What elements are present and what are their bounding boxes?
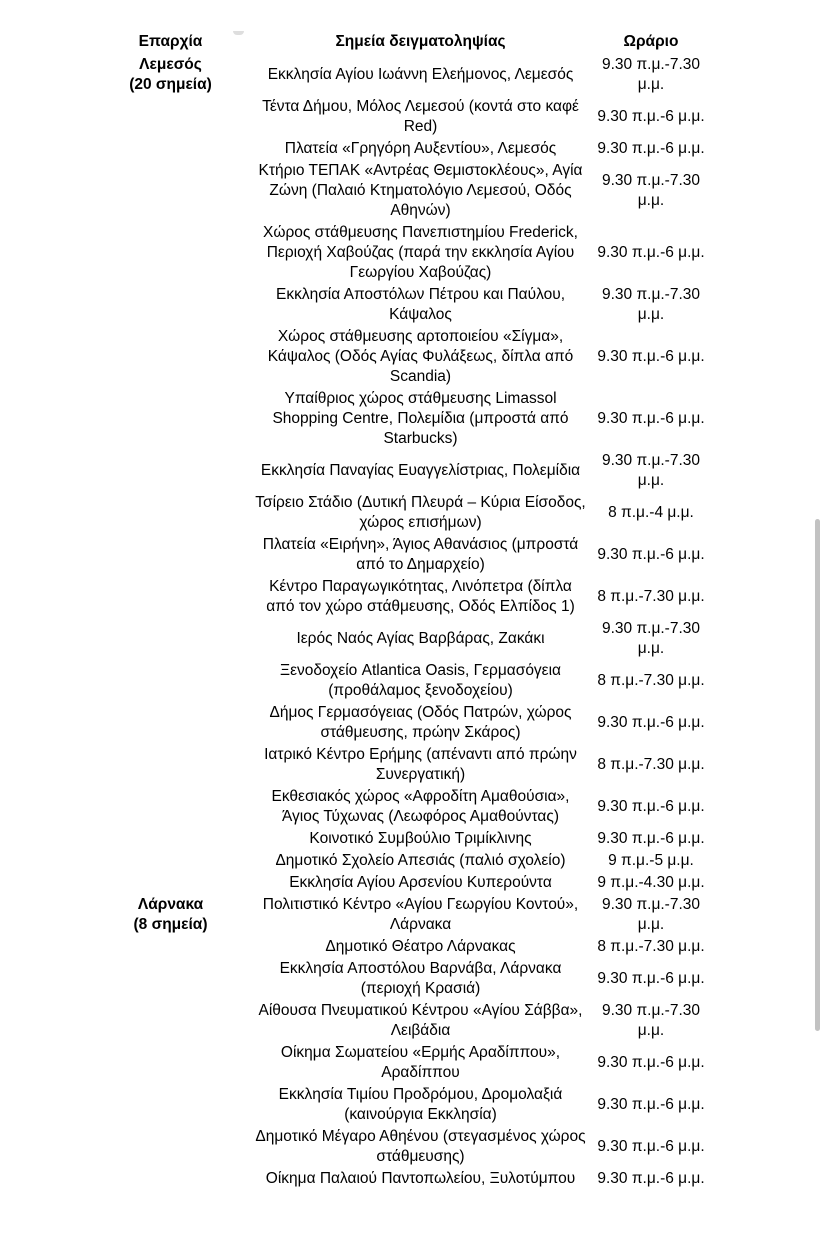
hours-cell: 9.30 π.μ.-6 μ.μ.	[597, 714, 705, 731]
hours-cell: 9 π.μ.-4.30 μ.μ.	[597, 874, 705, 891]
hours-cell: 9.30 π.μ.-6 μ.μ.	[597, 546, 705, 563]
sampling-points-table	[88, 31, 714, 1190]
province-name: Λάρνακα	[137, 896, 204, 913]
site-cell: Δήμος Γερμασόγειας (Οδός Πατρών, χώρος στάθμευσης, πρώην Σκάρος)	[269, 704, 572, 741]
site-cell: Χώρος στάθμευσης Πανεπιστημίου Frederick, Περιοχή Χαβούζας (παρά την εκκλησία Αγίου Γεωργίου Χαβούζας)	[263, 224, 578, 281]
province-name: Λεμεσός	[139, 56, 202, 73]
document-page	[0, 31, 828, 1258]
site-cell: Τέντα Δήμου, Μόλος Λεμεσού (κοντά στο καφέ Red)	[262, 98, 579, 135]
hours-cell: 9.30 π.μ.-7.30 μ.μ.	[601, 172, 701, 209]
site-cell: Δημοτικό Σχολείο Απεσιάς (παλιό σχολείο)	[275, 852, 566, 869]
site-cell: Κοινοτικό Συμβούλιο Τριμίκλινης	[309, 830, 532, 847]
column-header-hours: Ωράριο	[623, 33, 679, 50]
hours-cell: 9.30 π.μ.-7.30 μ.μ.	[601, 896, 701, 933]
province-cell	[88, 54, 253, 894]
province-count: (8 σημεία)	[133, 916, 208, 933]
province-count: (20 σημεία)	[129, 76, 212, 93]
hours-cell: 9.30 π.μ.-6 μ.μ.	[597, 1054, 705, 1071]
site-cell: Δημοτικό Μέγαρο Αθηένου (στεγασμένος χώρος στάθμευσης)	[255, 1128, 586, 1165]
site-cell: Πλατεία «Γρηγόρη Αυξεντίου», Λεμεσός	[284, 140, 557, 157]
table-header-row	[88, 31, 714, 54]
site-cell: Εκκλησία Τιμίου Προδρόμου, Δρομολαξιά (καινούργια Εκκλησία)	[278, 1086, 563, 1123]
site-cell: Κτήριο ΤΕΠΑΚ «Αντρέας Θεμιστοκλέους», Αγία Ζώνη (Παλαιό Κτηματολόγιο Λεμεσού, Οδός Αθηνών)	[258, 162, 583, 219]
site-cell: Υπαίθριος χώρος στάθμευσης Limassol Shopping Centre, Πολεμίδια (μπροστά από Starbucks)	[272, 390, 569, 447]
hours-cell: 9.30 π.μ.-6 μ.μ.	[597, 244, 705, 261]
hours-cell: 9.30 π.μ.-7.30 μ.μ.	[601, 620, 701, 657]
site-cell: Τσίρειο Στάδιο (Δυτική Πλευρά – Κύρια Είσοδος, χώρος επισήμων)	[255, 494, 586, 531]
site-cell: Χώρος στάθμευσης αρτοποιείου «Σίγμα», Κάψαλος (Οδός Αγίας Φυλάξεως, δίπλα από Scandia)	[267, 328, 574, 385]
table-row	[88, 894, 714, 936]
table-row	[88, 54, 714, 96]
hours-cell: 9.30 π.μ.-6 μ.μ.	[597, 140, 705, 157]
site-cell: Οίκημα Παλαιού Παντοπωλείου, Ξυλοτύμπου	[265, 1170, 576, 1187]
site-cell: Οίκημα Σωματείου «Ερμής Αραδίππου», Αραδίππου	[280, 1044, 561, 1081]
site-cell: Ξενοδοχείο Atlantica Oasis, Γερμασόγεια (προθάλαμος ξενοδοχείου)	[280, 662, 561, 699]
site-cell: Εκκλησία Αγίου Αρσενίου Κυπερούντα	[289, 874, 552, 891]
hours-cell: 9.30 π.μ.-6 μ.μ.	[597, 1138, 705, 1155]
hours-cell: 9.30 π.μ.-6 μ.μ.	[597, 970, 705, 987]
hours-cell: 8 π.μ.-7.30 μ.μ.	[597, 588, 705, 605]
vertical-scrollbar-thumb[interactable]	[815, 519, 820, 1031]
hours-cell: 9.30 π.μ.-7.30 μ.μ.	[601, 56, 701, 93]
column-header-province: Επαρχία	[138, 33, 203, 50]
site-cell: Αίθουσα Πνευματικού Κέντρου «Αγίου Σάββα», Λειβάδια	[258, 1002, 583, 1039]
province-cell	[88, 894, 253, 1190]
hours-cell: 9.30 π.μ.-7.30 μ.μ.	[601, 286, 701, 323]
hours-cell: 9.30 π.μ.-6 μ.μ.	[597, 1096, 705, 1113]
hours-cell: 9.30 π.μ.-6 μ.μ.	[597, 108, 705, 125]
hours-cell: 9.30 π.μ.-6 μ.μ.	[597, 410, 705, 427]
site-cell: Πλατεία «Ειρήνη», Άγιος Αθανάσιος (μπροστά από το Δημαρχείο)	[262, 536, 579, 573]
column-header-site: Σημεία δειγματοληψίας	[335, 33, 506, 50]
hours-cell: 9.30 π.μ.-7.30 μ.μ.	[601, 1002, 701, 1039]
site-cell: Πολιτιστικό Κέντρο «Αγίου Γεωργίου Κοντού», Λάρνακα	[262, 896, 579, 933]
site-cell: Εκκλησία Παναγίας Ευαγγελίστριας, Πολεμίδια	[260, 462, 581, 479]
hours-cell: 8 π.μ.-7.30 μ.μ.	[597, 756, 705, 773]
site-cell: Εκθεσιακός χώρος «Αφροδίτη Αμαθούσια», Άγιος Τύχωνας (Λεωφόρος Αμαθούντας)	[271, 788, 570, 825]
hours-cell: 8 π.μ.-4 μ.μ.	[608, 504, 694, 521]
site-cell: Κέντρο Παραγωγικότητας, Λινόπετρα (δίπλα από τον χώρο στάθμευσης, Οδός Ελπίδος 1)	[266, 578, 575, 615]
hours-cell: 8 π.μ.-7.30 μ.μ.	[597, 672, 705, 689]
hours-cell: 9 π.μ.-5 μ.μ.	[608, 852, 694, 869]
site-cell: Εκκλησία Αποστόλου Βαρνάβα, Λάρνακα (περιοχή Κρασιά)	[279, 960, 562, 997]
hours-cell: 9.30 π.μ.-6 μ.μ.	[597, 1170, 705, 1187]
site-cell: Ιερός Ναός Αγίας Βαρβάρας, Ζακάκι	[296, 630, 545, 647]
site-cell: Εκκλησία Αγίου Ιωάννη Ελεήμονος, Λεμεσός	[267, 66, 574, 83]
hours-cell: 9.30 π.μ.-6 μ.μ.	[597, 830, 705, 847]
hours-cell: 9.30 π.μ.-6 μ.μ.	[597, 798, 705, 815]
site-cell: Ιατρικό Κέντρο Ερήμης (απέναντι από πρώην Συνεργατική)	[264, 746, 577, 783]
hours-cell: 9.30 π.μ.-7.30 μ.μ.	[601, 452, 701, 489]
hours-cell: 8 π.μ.-7.30 μ.μ.	[597, 938, 705, 955]
site-cell: Δημοτικό Θέατρο Λάρνακας	[325, 938, 516, 955]
site-cell: Εκκλησία Αποστόλων Πέτρου και Παύλου, Κάψαλος	[275, 286, 566, 323]
hours-cell: 9.30 π.μ.-6 μ.μ.	[597, 348, 705, 365]
